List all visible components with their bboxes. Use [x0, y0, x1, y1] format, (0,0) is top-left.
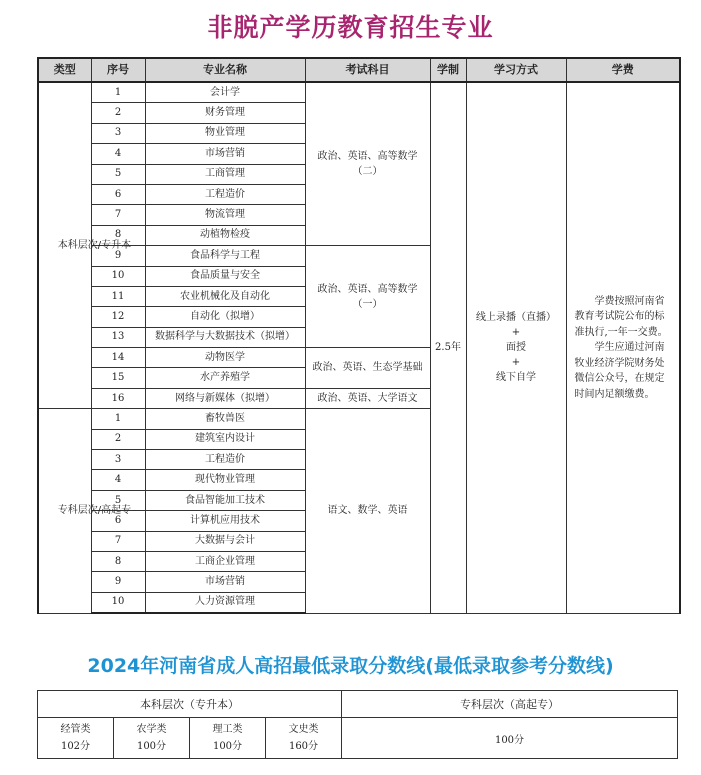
college-type-label: 专科层次/高起专 [57, 504, 132, 516]
major-cell: 食品质量与安全 [145, 266, 305, 286]
page-title: 非脱产学历教育招生专业 [207, 13, 494, 42]
header-fee: 学费 [566, 58, 680, 82]
major-cell: 食品科学与工程 [145, 246, 305, 266]
undergrad-type-label: 本科层次/专升本 [57, 239, 132, 251]
seq-cell: 8 [91, 225, 145, 245]
seq-cell: 16 [91, 388, 145, 408]
header-type: 类型 [38, 58, 91, 82]
subjects-group1: 政治、英语、高等数学（二） [305, 82, 430, 246]
seq-cell: 6 [91, 511, 145, 531]
college-score-header: 专科层次（高起专） [342, 691, 678, 718]
seq-cell: 14 [91, 348, 145, 368]
category-name: 理工类 [212, 724, 243, 735]
major-cell: 计算机应用技术 [145, 511, 305, 531]
college-subjects: 语文、数学、英语 [305, 409, 430, 613]
seq-cell: 3 [91, 123, 145, 143]
major-cell: 动物医学 [145, 348, 305, 368]
seq-cell: 3 [91, 450, 145, 470]
seq-cell: 13 [91, 327, 145, 347]
duration-cell: 2.5年 [430, 82, 466, 613]
study-mode-cell [466, 82, 566, 613]
score-cell-arts [266, 718, 342, 759]
seq-cell: 1 [91, 409, 145, 429]
mode-plus1: + [511, 327, 521, 339]
major-cell: 水产养殖学 [145, 368, 305, 388]
undergrad-score-header: 本科层次（专升本） [38, 691, 342, 718]
header-mode: 学习方式 [466, 58, 566, 82]
major-cell: 工程造价 [145, 184, 305, 204]
table-row [38, 82, 680, 103]
category-score: 100分 [212, 741, 243, 752]
seq-cell: 8 [91, 551, 145, 571]
score-header-row [38, 691, 678, 718]
major-cell: 建筑室内设计 [145, 429, 305, 449]
major-cell: 动植物检疫 [145, 225, 305, 245]
seq-cell: 10 [91, 592, 145, 613]
subjects-group4: 政治、英语、大学语文 [305, 388, 430, 408]
fee-cell [566, 82, 680, 613]
mode-plus2: + [511, 357, 521, 369]
fee-para1: 学费按照河南省教育考试院公布的标准执行,一年一交费。 [574, 295, 668, 338]
category-name: 农学类 [136, 724, 167, 735]
score-row [38, 718, 678, 759]
category-score: 102分 [60, 741, 91, 752]
seq-cell: 15 [91, 368, 145, 388]
subjects-group3: 政治、英语、生态学基础 [305, 348, 430, 389]
header-duration: 学制 [430, 58, 466, 82]
seq-cell: 2 [91, 429, 145, 449]
category-score: 100分 [136, 741, 167, 752]
seq-cell: 10 [91, 266, 145, 286]
score-cell-agri [114, 718, 190, 759]
header-major: 专业名称 [145, 58, 305, 82]
major-cell: 物业管理 [145, 123, 305, 143]
header-subjects: 考试科目 [305, 58, 430, 82]
fee-para2: 学生应通过河南牧业经济学院财务处微信公众号，在规定时间内足额缴费。 [574, 342, 665, 400]
subjects-group2: 政治、英语、高等数学（一） [305, 246, 430, 348]
seq-cell: 2 [91, 103, 145, 123]
major-cell: 网络与新媒体（拟增） [145, 388, 305, 408]
major-cell: 市场营销 [145, 144, 305, 164]
major-cell: 工程造价 [145, 450, 305, 470]
seq-cell: 5 [91, 164, 145, 184]
seq-cell: 1 [91, 82, 145, 103]
seq-cell: 9 [91, 246, 145, 266]
major-cell: 会计学 [145, 82, 305, 103]
majors-table [37, 57, 681, 614]
major-cell: 财务管理 [145, 103, 305, 123]
major-cell: 工商管理 [145, 164, 305, 184]
score-cell-econ [38, 718, 114, 759]
major-cell: 工商企业管理 [145, 551, 305, 571]
seq-cell: 11 [91, 286, 145, 306]
major-cell: 大数据与会计 [145, 531, 305, 551]
major-cell: 自动化（拟增） [145, 307, 305, 327]
major-cell: 数据科学与大数据技术（拟增） [145, 327, 305, 347]
mode-line1: 线上录播（直播） [476, 312, 556, 324]
category-name: 文史类 [288, 724, 319, 735]
seq-cell: 9 [91, 572, 145, 592]
major-cell: 畜牧兽医 [145, 409, 305, 429]
mode-line3: 线下自学 [496, 372, 536, 384]
seq-cell: 4 [91, 144, 145, 164]
college-score-cell: 100分 [342, 718, 678, 759]
seq-cell: 7 [91, 531, 145, 551]
seq-cell: 5 [91, 490, 145, 510]
score-table [37, 690, 678, 759]
table-header-row [38, 58, 680, 82]
header-seq: 序号 [91, 58, 145, 82]
category-score: 160分 [288, 741, 319, 752]
seq-cell: 6 [91, 184, 145, 204]
mode-line2: 面授 [506, 342, 526, 354]
score-cell-sci [190, 718, 266, 759]
seq-cell: 7 [91, 205, 145, 225]
seq-cell: 12 [91, 307, 145, 327]
major-cell: 现代物业管理 [145, 470, 305, 490]
major-cell: 人力资源管理 [145, 592, 305, 613]
category-name: 经管类 [60, 724, 91, 735]
major-cell: 食品智能加工技术 [145, 490, 305, 510]
major-cell: 市场营销 [145, 572, 305, 592]
score-title: 2024年河南省成人高招最低录取分数线(最低录取参考分数线) [87, 655, 614, 677]
major-cell: 物流管理 [145, 205, 305, 225]
seq-cell: 4 [91, 470, 145, 490]
major-cell: 农业机械化及自动化 [145, 286, 305, 306]
